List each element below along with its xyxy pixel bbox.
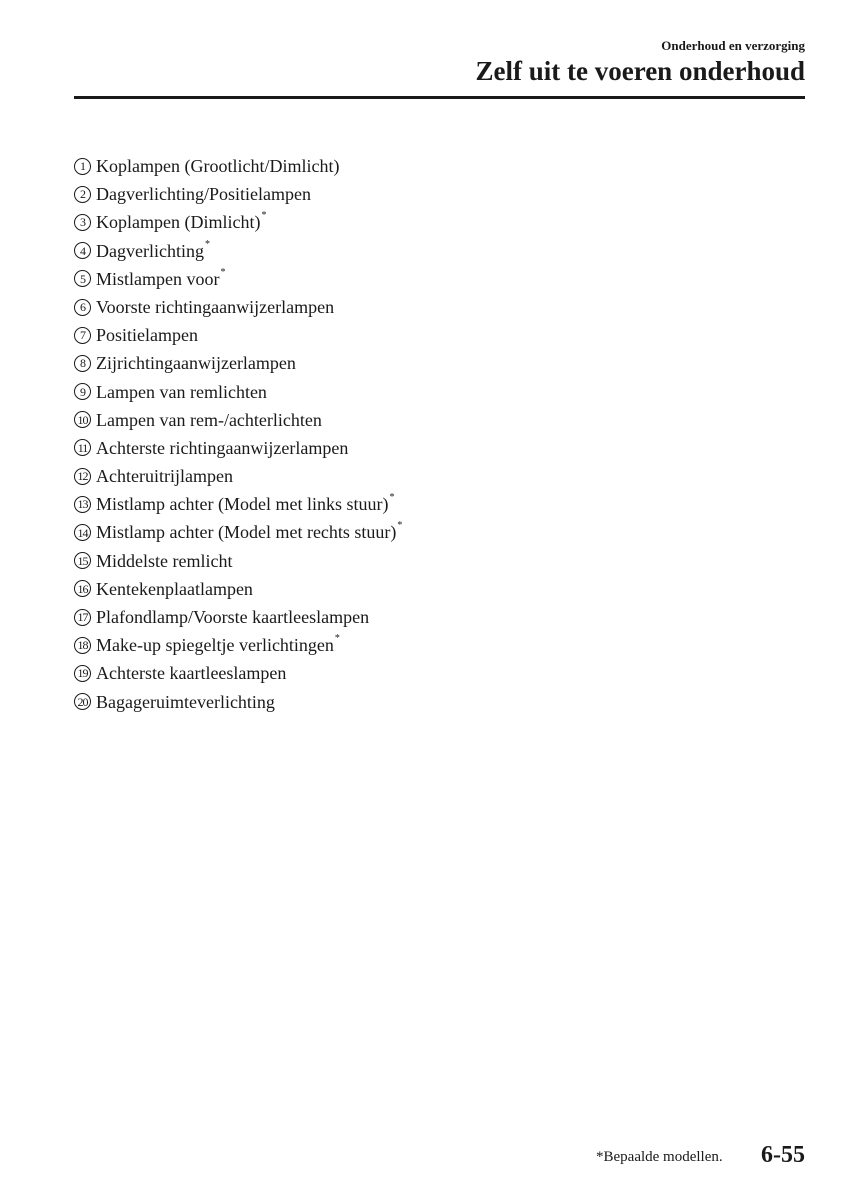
circled-number: 13 [74,496,91,513]
list-item [74,180,402,208]
list-item [74,575,402,603]
footnote-marker: * [334,633,340,645]
list-item-label: Lampen van rem-/achterlichten [96,409,322,430]
footnote-marker: * [261,210,267,222]
list-item [74,321,402,349]
list-item-label: Middelste remlicht [96,550,233,571]
list-item-label: Make-up spiegeltje verlichtingen [96,635,334,656]
circled-number: 20 [74,693,91,710]
circled-number: 11 [74,439,91,456]
list-item [74,631,402,659]
page-title: Zelf uit te voeren onderhoud [475,56,805,86]
list-item [74,688,402,716]
list-item-label: Bagageruimteverlichting [96,691,275,712]
circled-number: 12 [74,468,91,485]
list-item [74,349,402,377]
circled-number: 7 [74,327,91,344]
circled-number: 15 [74,552,91,569]
circled-number: 18 [74,637,91,654]
list-item-label: Voorste richtingaanwijzerlampen [96,296,335,317]
footnote-marker: * [397,520,403,532]
footnote-marker: * [204,238,210,250]
list-item [74,490,402,518]
list-item [74,406,402,434]
list-item [74,237,402,265]
list-item [74,434,402,462]
list-item-label: Mistlamp achter (Model met rechts stuur) [96,522,397,543]
list-item [74,265,402,293]
list-item-label: Dagverlichting [96,240,204,261]
list-item-label: Kentekenplaatlampen [96,578,253,599]
lamp-list [74,152,402,716]
list-item-label: Achterste richtingaanwijzerlampen [96,437,349,458]
list-item-label: Positielampen [96,325,198,346]
list-item-label: Achteruitrijlampen [96,466,233,487]
list-item-label: Plafondlamp/Voorste kaartleeslampen [96,607,370,627]
list-item [74,659,402,687]
circled-number: 8 [74,355,91,372]
list-item-label: Lampen van remlichten [96,381,267,402]
list-item-label: Dagverlichting/Positielampen [96,184,311,205]
footnote: *Bepaalde modellen. [596,1149,723,1165]
list-item [74,208,402,236]
list-item-label: Achterste kaartleeslampen [96,663,287,684]
section-label: Onderhoud en verzorging [661,38,805,53]
header-rule [74,96,805,99]
circled-number: 10 [74,411,91,428]
list-item [74,293,402,321]
list-item [74,547,402,575]
list-item [74,603,402,631]
circled-number: 2 [74,186,91,203]
list-item-label: Zijrichtingaanwijzerlampen [96,353,296,374]
list-item-label: Koplampen (Dimlicht) [96,212,261,233]
circled-number: 9 [74,383,91,400]
list-item [74,378,402,406]
footnote-marker: * [389,492,395,504]
circled-number: 14 [74,524,91,541]
list-item [74,518,402,546]
list-item-label: Mistlampen voor [96,268,220,289]
circled-number: 4 [74,242,91,259]
page-number: 6-55 [761,1142,805,1168]
list-item-label: Mistlamp achter (Model met links stuur) [96,494,389,515]
circled-number: 16 [74,580,91,597]
footnote-marker: * [220,266,226,278]
circled-number: 5 [74,270,91,287]
list-item [74,462,402,490]
circled-number: 3 [74,214,91,231]
list-item-label: Koplampen (Grootlicht/Dimlicht) [96,156,340,176]
list-item [74,152,402,180]
circled-number: 6 [74,299,91,316]
circled-number: 19 [74,665,91,682]
circled-number: 17 [74,609,91,626]
circled-number: 1 [74,158,91,175]
